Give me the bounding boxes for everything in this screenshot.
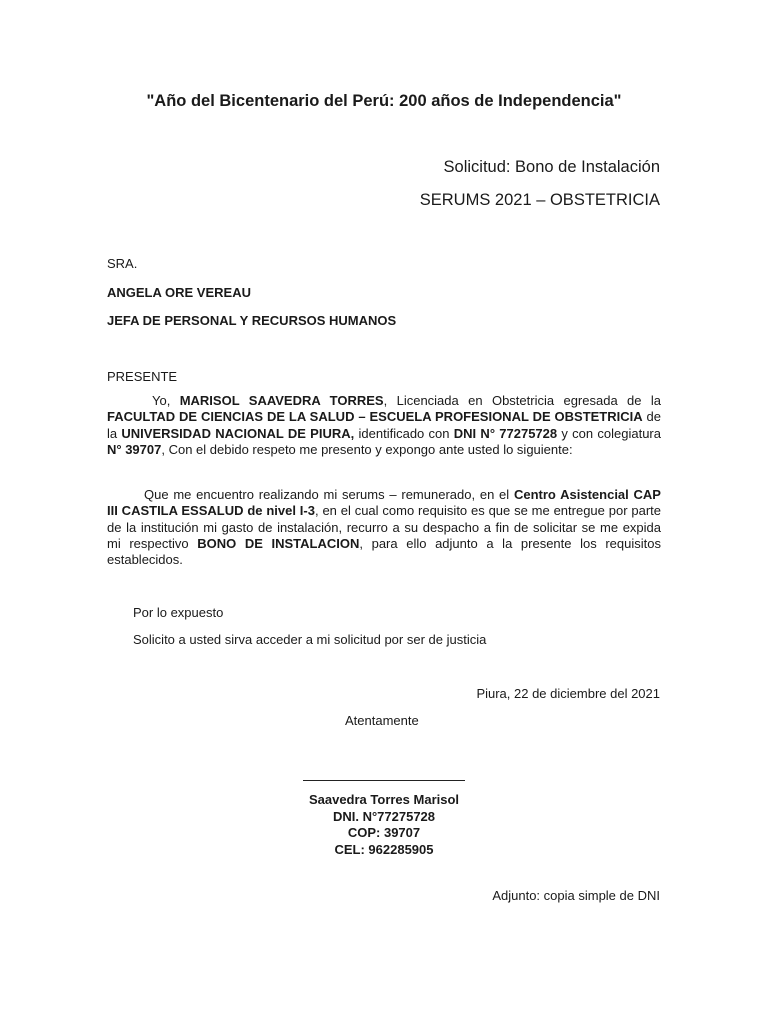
presente-label: PRESENTE: [107, 369, 178, 384]
p1-university: UNIVERSIDAD NACIONAL DE PIURA,: [121, 425, 355, 441]
p1-text-2: , Licenciada en Obstetricia egresada de la: [383, 393, 661, 408]
p2-text-2: , en el cual como requisito es que se me entregue por parte de la institución mi gasto de instalación, recurro a su despacho a fin de solicitar se me expida mi respectivo: [107, 503, 661, 551]
body-paragraph-1: [107, 393, 661, 458]
p2-bono: BONO DE INSTALACION: [197, 535, 360, 551]
recipient-title: JEFA DE PERSONAL Y RECURSOS HUMANOS: [107, 313, 397, 328]
p2-health-center: Centro Asistencial CAP III CASTILA ESSALUD de nivel I-3: [107, 487, 661, 519]
signature-cop: COP: 39707: [347, 825, 421, 840]
p1-text-5: y con colegiatura: [557, 425, 661, 441]
p1-colegiatura: N° 39707: [107, 441, 162, 457]
closing-line-1: Por lo expuesto: [133, 605, 224, 620]
p1-text-1: Yo,: [152, 393, 180, 408]
p1-text-6: , Con el debido respeto me presento y expongo ante usted lo siguiente:: [161, 441, 573, 457]
p1-applicant-name: MARISOL SAAVEDRA TORRES: [179, 393, 384, 408]
p2-text-1: Que me encuentro realizando mi serums – remunerado, en el: [144, 487, 514, 502]
p1-text-4: identificado con: [354, 425, 454, 441]
signature-dni: DNI. N°77275728: [332, 808, 436, 824]
p1-dni: DNI N° 77275728: [453, 425, 558, 441]
closing-line-2: Solicito a usted sirva acceder a mi solicitud por ser de justicia: [133, 632, 487, 647]
salutation: SRA.: [107, 256, 138, 271]
place-date: Piura, 22 de diciembre del 2021: [476, 686, 660, 701]
body-paragraph-2: [107, 487, 661, 568]
signature-block: [234, 792, 534, 858]
p1-text-3: de la: [107, 409, 661, 441]
year-heading: "Año del Bicentenario del Perú: 200 años de Independencia": [146, 92, 622, 110]
sign-off: Atentamente: [345, 713, 419, 728]
signature-name: Saavedra Torres Marisol: [308, 792, 460, 807]
signature-cel: CEL: 962285905: [334, 841, 434, 857]
attachment-note: Adjunto: copia simple de DNI: [492, 888, 660, 903]
p2-text-3: , para ello adjunto a la presente los requisitos establecidos.: [107, 535, 661, 568]
program-line: SERUMS 2021 – OBSTETRICIA: [419, 191, 660, 209]
subject-line: Solicitud: Bono de Instalación: [443, 158, 660, 176]
recipient-name: ANGELA ORE VEREAU: [107, 285, 251, 300]
p1-faculty: FACULTAD DE CIENCIAS DE LA SALUD – ESCUELA PROFESIONAL DE OBSTETRICIA: [107, 409, 643, 425]
signature-line: [303, 780, 465, 781]
